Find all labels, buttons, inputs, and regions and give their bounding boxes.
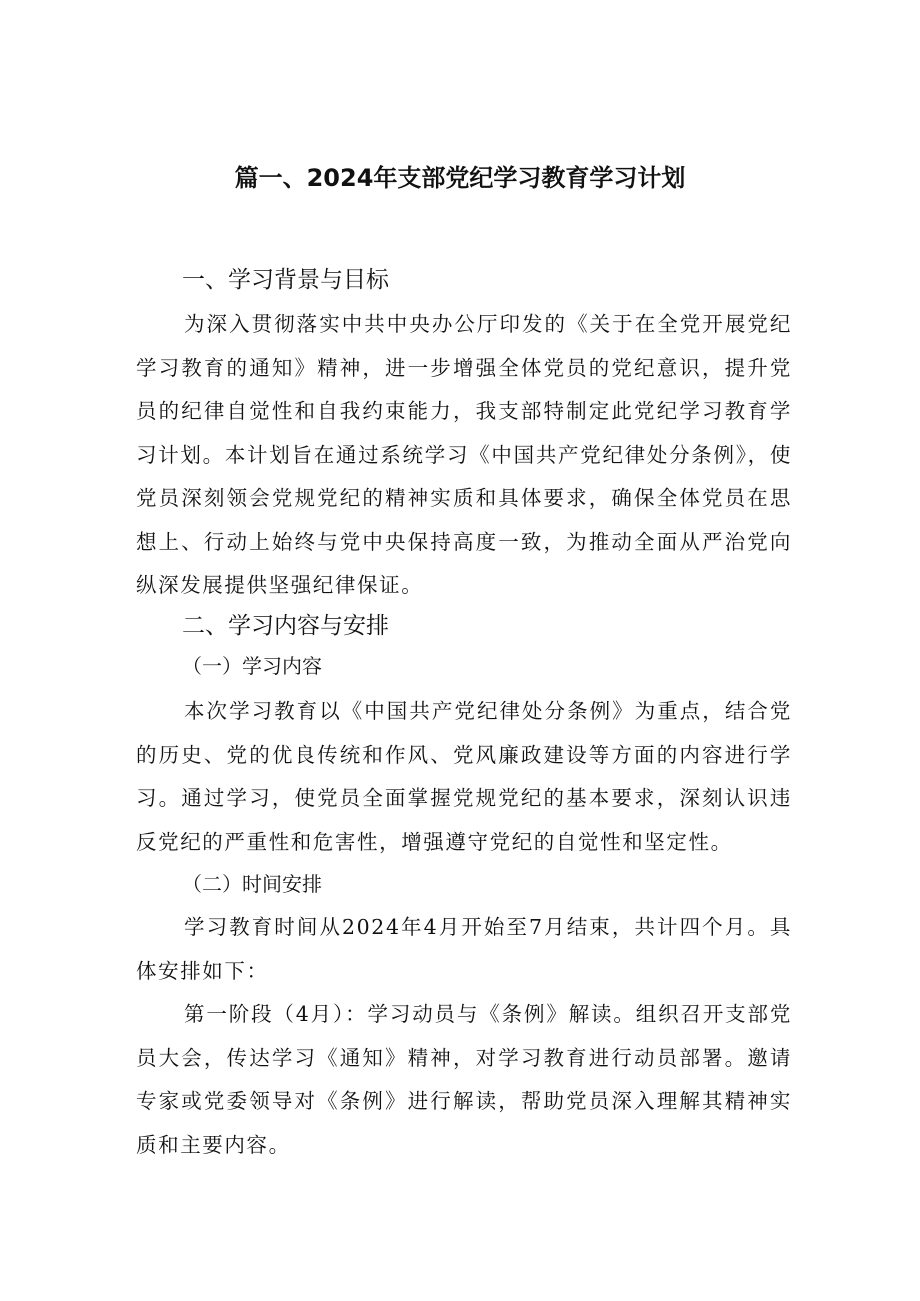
schedule-stage-1-paragraph: 第一阶段（4月）：学习动员与《条例》解读。组织召开支部党员大会，传达学习《通知》精神，对学习教育进行动员部署。邀请专家或党委领导对《条例》进行解读，帮助党员深入理解其精神实质和主要内容。 (136, 1002, 792, 1157)
section-1-heading: 一、学习背景与目标 (182, 267, 389, 293)
section-2-heading: 二、学习内容与安排 (182, 613, 389, 639)
document-title: 篇一、2024年支部党纪学习教育学习计划 (234, 164, 686, 192)
subsection-content-paragraph: 本次学习教育以《中国共产党纪律处分条例》为重点，结合党的历史、党的优良传统和作风、党风廉政建设等方面的内容进行学习。通过学习，使党员全面掌握党规党纪的基本要求，深刻认识违反党纪的严重性和危害性，增强遵守党纪的自觉性和坚定性。 (136, 699, 792, 854)
section-1-paragraph: 为深入贯彻落实中共中央办公厅印发的《关于在全党开展党纪学习教育的通知》精神，进一步增强全体党员的党纪意识，提升党员的纪律自觉性和自我约束能力，我支部特制定此党纪学习教育学习计划。本计划旨在通过系统学习《中国共产党纪律处分条例》，使党员深刻领会党规党纪的精神实质和具体要求，确保全体党员在思想上、行动上始终与党中央保持高度一致，为推动全面从严治党向纵深发展提供坚强纪律保证。 (136, 312, 792, 597)
schedule-intro-paragraph: 学习教育时间从2024年4月开始至7月结束，共计四个月。具体安排如下： (136, 915, 792, 983)
subsection-content-heading: （一）学习内容 (182, 654, 322, 678)
subsection-schedule-heading: （二）时间安排 (182, 872, 322, 896)
